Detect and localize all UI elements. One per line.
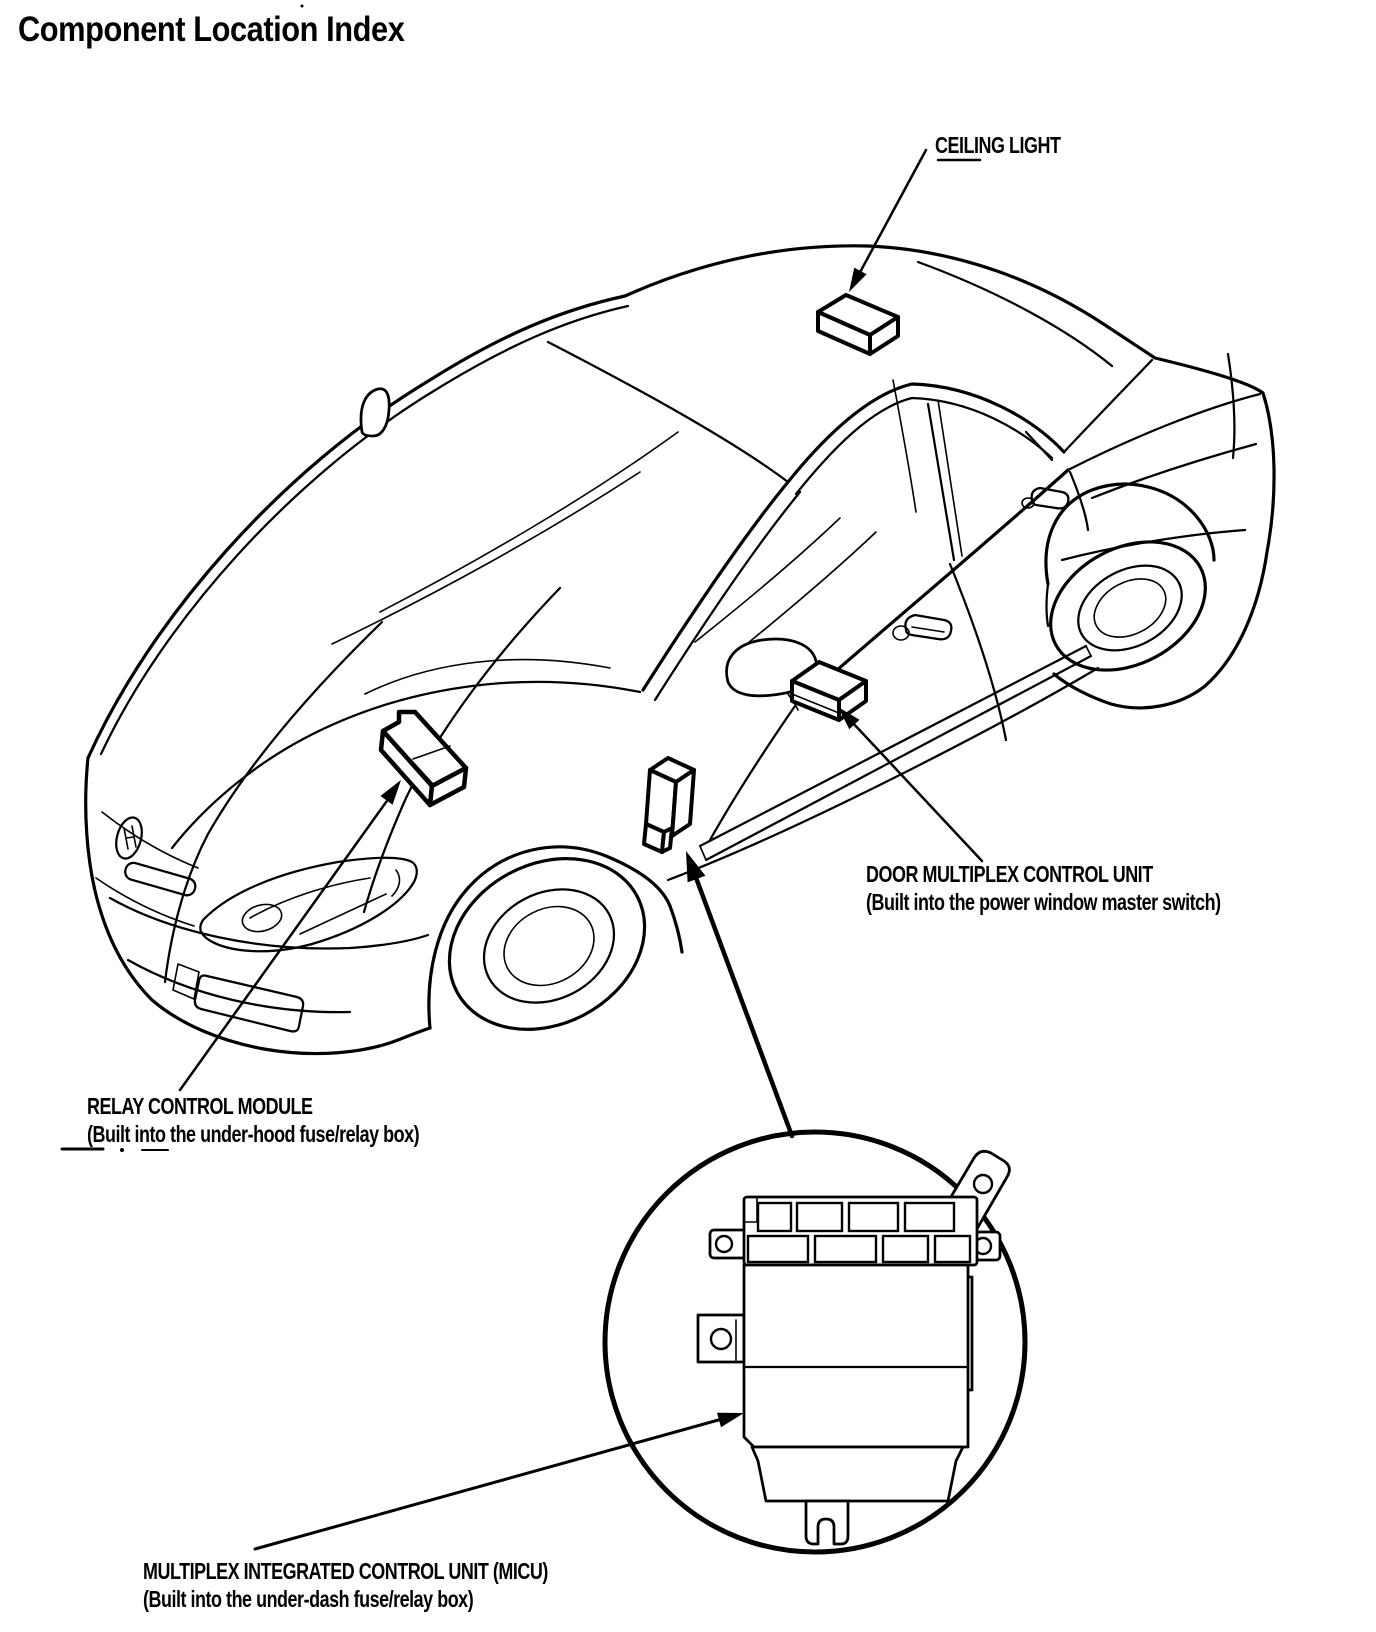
bumper-crease [110,898,428,949]
grille [96,812,198,926]
inset-detail-circle [605,1132,1025,1552]
micu-detail: (Built into the under-dash fuse/relay box) [143,1586,474,1612]
rear-rim-inner [1084,567,1176,649]
relay-module-detail: (Built into the under-hood fuse/relay box) [87,1121,420,1147]
bumper-lower-crease [128,960,350,1012]
car-outer-silhouette [88,246,1274,758]
rear-arch-front-edge [1047,584,1049,626]
front-door-handle [893,615,951,640]
windshield-interior-1 [380,432,678,612]
deck-line [1068,394,1260,470]
page-title: Component Location Index [18,10,405,49]
c-pillar [1064,360,1152,452]
car-line-art [86,246,1274,1063]
bumper-intake [173,964,303,1031]
ceiling-light-callout [935,131,1060,159]
headlight [200,858,416,951]
rear-quarter-seam [1092,444,1256,498]
micu-label: MULTIPLEX INTEGRATED CONTROL UNIT (MICU) [143,1558,548,1584]
rear-bumper-seam [1062,530,1245,560]
fuse-box-body [744,1265,968,1447]
rear-wheel-arch [1046,484,1214,584]
micu-callout [143,1557,548,1613]
car-silhouette-inner-line [101,306,628,754]
windshield-interior-2 [332,472,640,644]
under-dash-location-arrow [686,851,792,1136]
mount-tab-left [698,1315,744,1362]
far-side-mirror-icon [361,389,389,436]
door-multiplex-arrow [838,707,982,861]
ceiling-light-arrow [849,150,926,292]
rear-tire [1028,516,1227,695]
front-rim-inner [490,891,608,1000]
front-tire [419,825,674,1062]
front-rim [464,867,634,1024]
ceiling-light-box [818,295,898,354]
beltline [806,470,1068,697]
windshield-header [548,342,788,482]
door-multiplex-detail: (Built into the power window master switch) [866,889,1221,915]
ceiling-light-label: CEILING LIGHT [935,132,1061,158]
trunk-side-gap [1228,354,1234,458]
fuse-box-skirt [752,1447,963,1501]
front-door-gap [950,564,1006,740]
relay-module-label: RELAY CONTROL MODULE [87,1093,313,1119]
relay-module-callout [87,1092,419,1148]
wiper-line [365,660,610,694]
under-dash-fuse-box-location [644,758,694,852]
door-multiplex-label: DOOR MULTIPLEX CONTROL UNIT [866,861,1153,887]
door-multiplex-callout [866,860,1221,916]
